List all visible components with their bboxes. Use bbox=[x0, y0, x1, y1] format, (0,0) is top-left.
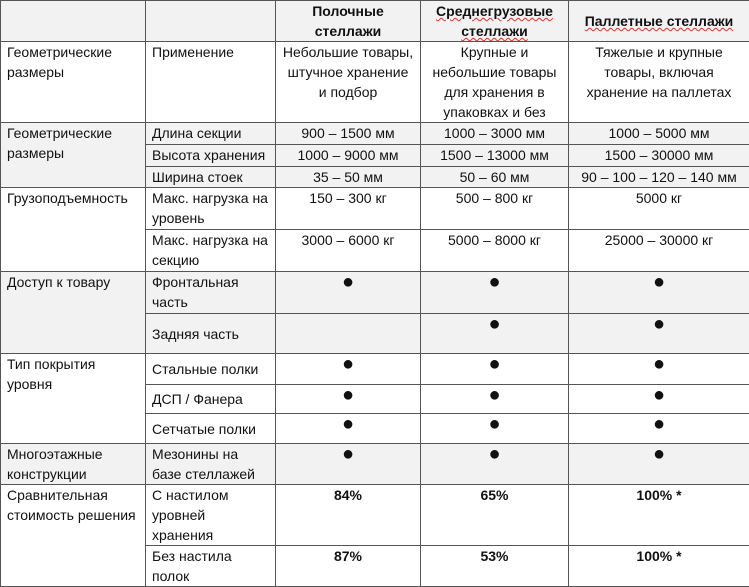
mezzanine-medium-dot: ● bbox=[421, 444, 569, 485]
label-coating-wood: ДСП / Фанера bbox=[146, 385, 276, 414]
width-pallet: 90 – 100 – 120 – 140 мм bbox=[569, 167, 749, 188]
label-cost-with-decking: С настилом уровней хранения bbox=[146, 485, 276, 546]
length-pallet: 1000 – 5000 мм bbox=[569, 123, 749, 145]
label-section-length: Длина секции bbox=[146, 123, 276, 145]
access-front-medium-dot: ● bbox=[421, 272, 569, 314]
header-shelf-racks: Полочные стеллажи bbox=[276, 1, 421, 42]
label-mezzanine: Мезонины на базе стеллажей bbox=[146, 444, 276, 485]
cost-without-shelf: 87% bbox=[276, 546, 421, 587]
header-empty-cell-1 bbox=[1, 1, 146, 42]
group-coating: Тип покрытия уровня bbox=[1, 354, 146, 444]
coating-wood-shelf-dot: ● bbox=[276, 385, 421, 414]
group-geometry-1: Геометрические размеры bbox=[1, 42, 146, 123]
group-access: Доступ к товару bbox=[1, 272, 146, 354]
group-cost: Сравнительная стоимость решения bbox=[1, 485, 146, 587]
row-load-level bbox=[1, 188, 749, 230]
coating-steel-shelf-dot: ● bbox=[276, 354, 421, 385]
cost-with-pallet: 100% * bbox=[569, 485, 749, 546]
label-storage-height: Высота хранения bbox=[146, 145, 276, 167]
coating-wood-medium-dot: ● bbox=[421, 385, 569, 414]
application-medium: Крупные и небольшие товары для хранения в упаковках и без bbox=[421, 42, 569, 123]
header-medium-racks-label: Среднегрузовые стеллажи bbox=[436, 3, 553, 39]
label-cost-without-decking: Без настила полок bbox=[146, 546, 276, 587]
coating-mesh-pallet-dot: ● bbox=[569, 414, 749, 444]
access-back-shelf-dot bbox=[276, 314, 421, 354]
label-post-width: Ширина стоек bbox=[146, 167, 276, 188]
header-pallet-racks bbox=[569, 1, 749, 42]
cost-without-medium: 53% bbox=[421, 546, 569, 587]
label-coating-mesh: Сетчатые полки bbox=[146, 414, 276, 444]
access-back-pallet-dot: ● bbox=[569, 314, 749, 354]
load-level-shelf: 150 – 300 кг bbox=[276, 188, 421, 230]
label-access-front: Фронтальная часть bbox=[146, 272, 276, 314]
height-medium: 1500 – 13000 мм bbox=[421, 145, 569, 167]
width-medium: 50 – 60 мм bbox=[421, 167, 569, 188]
header-row bbox=[1, 1, 749, 42]
cost-with-shelf: 84% bbox=[276, 485, 421, 546]
cost-without-pallet: 100% * bbox=[569, 546, 749, 587]
label-access-back: Задняя часть bbox=[146, 314, 276, 354]
length-shelf: 900 – 1500 мм bbox=[276, 123, 421, 145]
mezzanine-shelf-dot: ● bbox=[276, 444, 421, 485]
length-medium: 1000 – 3000 мм bbox=[421, 123, 569, 145]
row-access-front bbox=[1, 272, 749, 314]
load-section-medium: 5000 – 8000 кг bbox=[421, 230, 569, 272]
load-section-shelf: 3000 – 6000 кг bbox=[276, 230, 421, 272]
access-front-shelf-dot: ● bbox=[276, 272, 421, 314]
row-cost-with-decking bbox=[1, 485, 749, 546]
height-pallet: 1500 – 30000 мм bbox=[569, 145, 749, 167]
application-shelf: Небольшие товары, штучное хранение и подбор bbox=[276, 42, 421, 123]
width-shelf: 35 – 50 мм bbox=[276, 167, 421, 188]
cost-with-medium: 65% bbox=[421, 485, 569, 546]
group-multilevel: Многоэтажные конструкции bbox=[1, 444, 146, 485]
coating-steel-medium-dot: ● bbox=[421, 354, 569, 385]
coating-mesh-medium-dot: ● bbox=[421, 414, 569, 444]
coating-steel-pallet-dot: ● bbox=[569, 354, 749, 385]
access-back-medium-dot: ● bbox=[421, 314, 569, 354]
group-capacity: Грузоподъемность bbox=[1, 188, 146, 272]
label-load-level: Макс. нагрузка на уровень bbox=[146, 188, 276, 230]
load-level-medium: 500 – 800 кг bbox=[421, 188, 569, 230]
header-pallet-racks-label: Паллетные стеллажи bbox=[585, 13, 734, 29]
coating-mesh-shelf-dot: ● bbox=[276, 414, 421, 444]
load-level-pallet: 5000 кг bbox=[569, 188, 749, 230]
header-empty-cell-2 bbox=[146, 1, 276, 42]
height-shelf: 1000 – 9000 мм bbox=[276, 145, 421, 167]
row-application bbox=[1, 42, 749, 123]
header-medium-racks bbox=[421, 1, 569, 42]
label-load-section: Макс. нагрузка на секцию bbox=[146, 230, 276, 272]
application-pallet: Тяжелые и крупные товары, включая хранение на паллетах bbox=[569, 42, 749, 123]
row-coating-steel bbox=[1, 354, 749, 385]
row-multilevel bbox=[1, 444, 749, 485]
label-application: Применение bbox=[146, 42, 276, 123]
label-coating-steel: Стальные полки bbox=[146, 354, 276, 385]
load-section-pallet: 25000 – 30000 кг bbox=[569, 230, 749, 272]
row-section-length bbox=[1, 123, 749, 145]
coating-wood-pallet-dot: ● bbox=[569, 385, 749, 414]
group-geometry-2: Геометрические размеры bbox=[1, 123, 146, 188]
mezzanine-pallet-dot: ● bbox=[569, 444, 749, 485]
access-front-pallet-dot: ● bbox=[569, 272, 749, 314]
